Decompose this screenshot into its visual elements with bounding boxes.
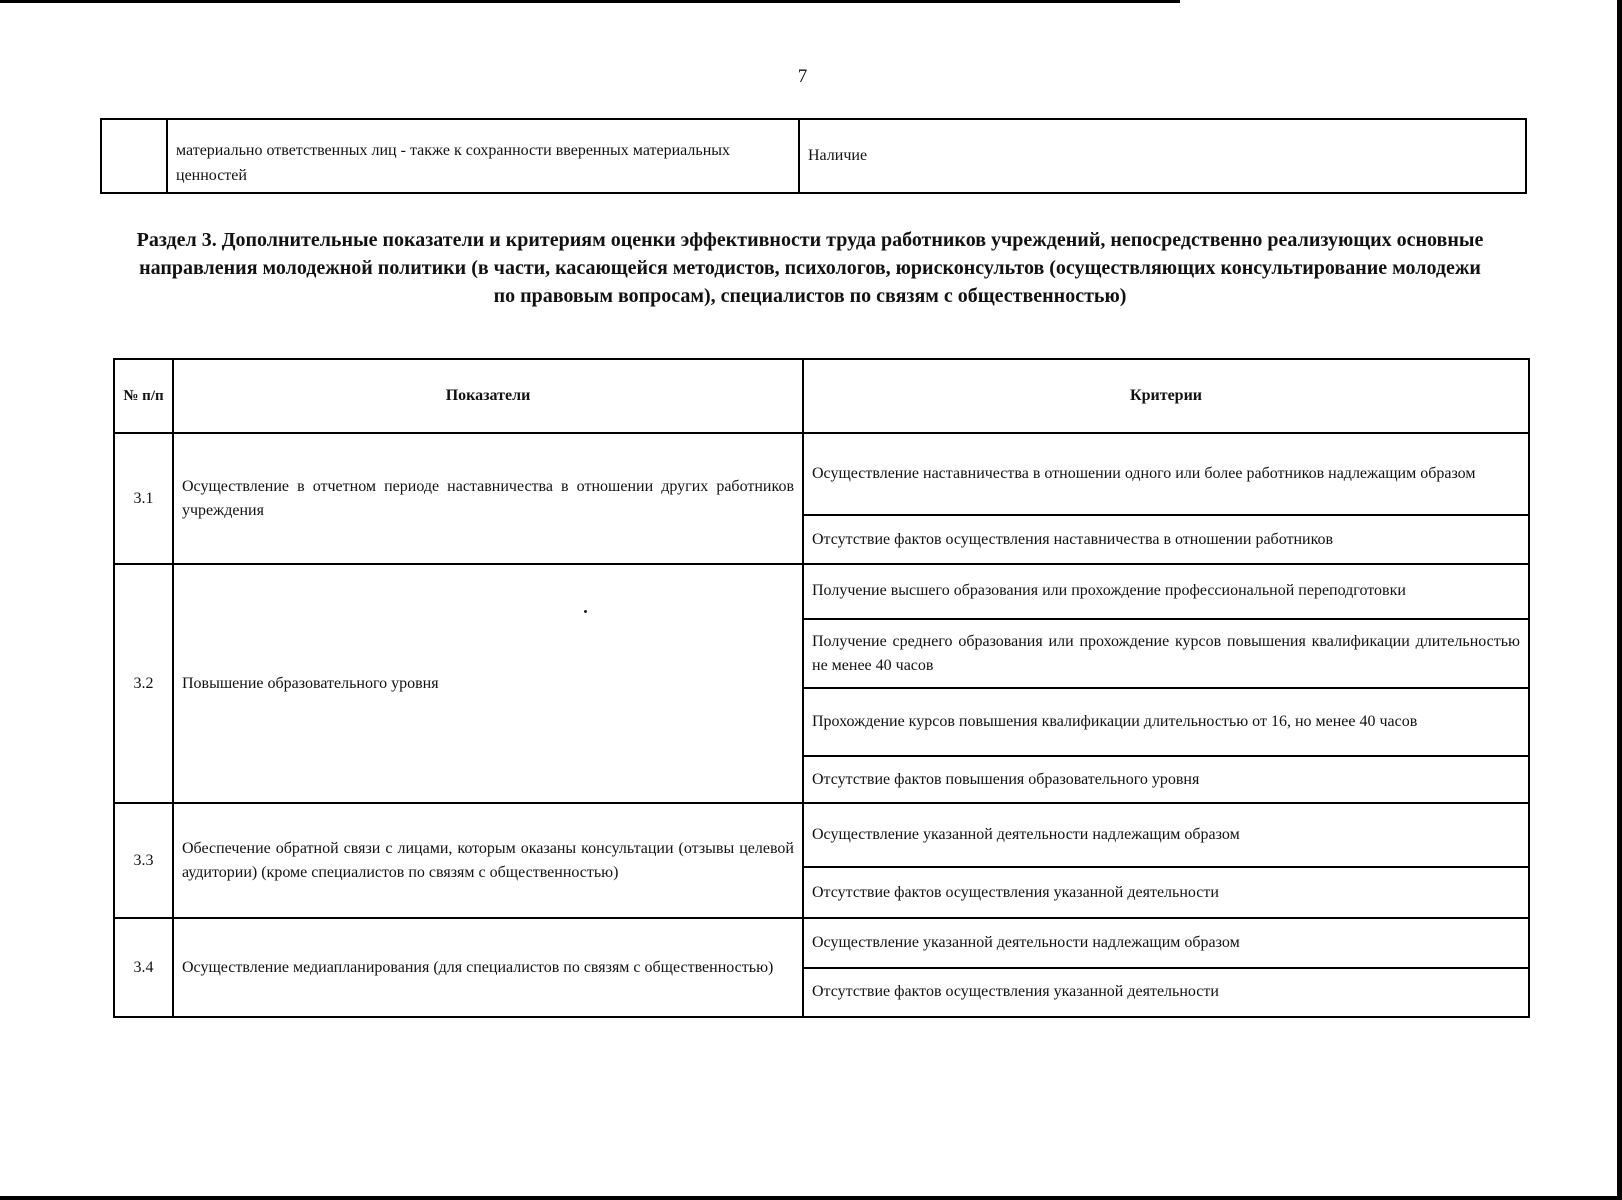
scan-speck	[584, 610, 587, 613]
header-criteria: Критерии	[803, 359, 1529, 433]
row-criterion: Прохождение курсов повышения квалификации длительностью от 16, но менее 40 часов	[803, 688, 1529, 756]
table-row	[114, 803, 1529, 867]
table-row	[114, 918, 1529, 967]
scan-edge-bottom	[0, 1196, 1622, 1200]
header-indicators: Показатели	[173, 359, 803, 433]
row-indicator: Повышение образовательного уровня	[173, 564, 803, 803]
row-criterion: Отсутствие фактов осуществления указанной деятельности	[803, 867, 1529, 918]
row-indicator: Обеспечение обратной связи с лицами, которым оказаны консультации (отзывы целевой аудитории) (кроме специалистов по связям с общественностью)	[173, 803, 803, 918]
scan-edge-right	[1617, 0, 1622, 1200]
row-indicator: Осуществление в отчетном периоде наставничества в отношении других работников учреждения	[173, 433, 803, 564]
row-criterion: Отсутствие фактов осуществления наставничества в отношении работников	[803, 515, 1529, 564]
criteria-table	[113, 358, 1530, 1018]
table-header-row	[114, 359, 1529, 433]
row-number: 3.4	[114, 918, 173, 1017]
section-heading: Раздел 3. Дополнительные показатели и критериям оценки эффективности труда работников учреждений, непосредственно реализующих основные направления молодежной политики (в части, касающейся методистов, психологов, юрисконсультов (осуществляющих консультирование молодежи по правовым вопросам), специалистов по связям с общественностью)	[136, 229, 1484, 307]
row-number: 3.2	[114, 564, 173, 803]
scan-edge-top	[0, 0, 1180, 3]
continued-indicator-cell: материально ответственных лиц - также к сохранности вверенных материальных ценностей	[168, 120, 800, 192]
row-criterion: Осуществление указанной деятельности надлежащим образом	[803, 803, 1529, 867]
table-row	[114, 433, 1529, 515]
row-criterion: Отсутствие фактов повышения образовательного уровня	[803, 756, 1529, 803]
row-number: 3.3	[114, 803, 173, 918]
row-number: 3.1	[114, 433, 173, 564]
header-number: № п/п	[114, 359, 173, 433]
row-criterion: Получение среднего образования или прохождение курсов повышения квалификации длительностью не менее 40 часов	[803, 619, 1529, 689]
page-number: 7	[797, 66, 808, 87]
table-row	[114, 564, 1529, 618]
row-indicator: Осуществление медиапланирования (для специалистов по связям с общественностью)	[173, 918, 803, 1017]
empty-number-cell	[102, 120, 168, 192]
row-criterion: Отсутствие фактов осуществления указанной деятельности	[803, 968, 1529, 1017]
row-criterion: Получение высшего образования или прохождение профессиональной переподготовки	[803, 564, 1529, 618]
row-criterion: Осуществление указанной деятельности надлежащим образом	[803, 918, 1529, 967]
continued-criterion-cell: Наличие	[808, 147, 868, 164]
row-criterion: Осуществление наставничества в отношении одного или более работников надлежащим образом	[803, 433, 1529, 515]
continued-table-row	[100, 118, 1527, 194]
